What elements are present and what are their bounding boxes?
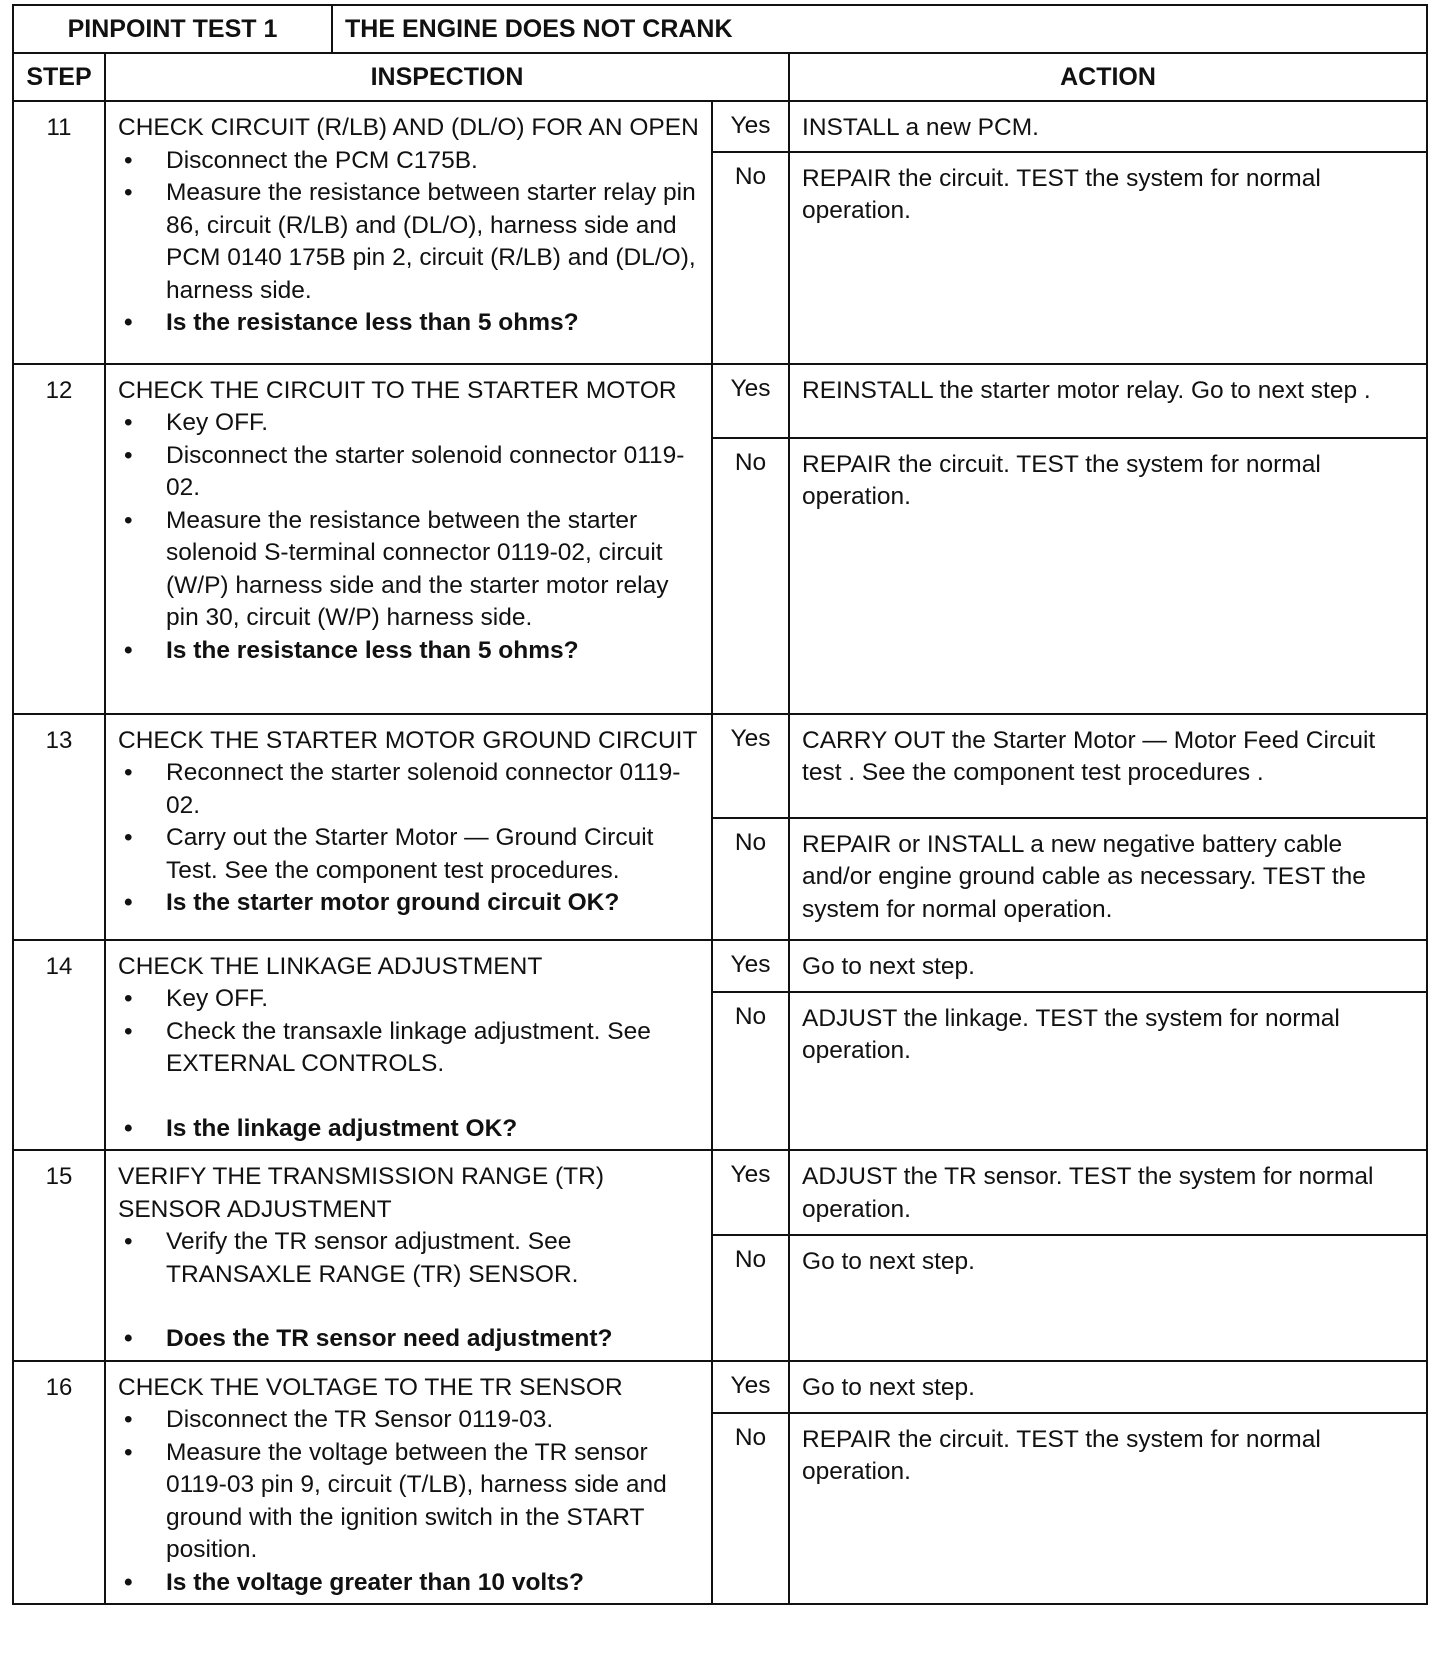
step-row [13, 940, 1427, 992]
no-action: REPAIR the circuit. TEST the system for normal operation. [789, 1413, 1427, 1604]
inspection-bullets [118, 407, 699, 667]
inspection-bullet: • Reconnect the starter solenoid connector 0119-02. [118, 757, 699, 822]
inspection-question: • Is the starter motor ground circuit OK? [118, 887, 699, 920]
inspection-bullet: • Disconnect the TR Sensor 0119-03. [118, 1404, 699, 1437]
inspection-question: • Is the linkage adjustment OK? [118, 1113, 699, 1146]
step-title: CHECK THE LINKAGE ADJUSTMENT [118, 952, 543, 980]
no-action: REPAIR the circuit. TEST the system for normal operation. [789, 438, 1427, 714]
test-id: PINPOINT TEST 1 [13, 5, 332, 53]
yes-action: ADJUST the TR sensor. TEST the system for normal operation. [789, 1150, 1427, 1235]
column-header-row [13, 53, 1427, 101]
no-action: REPAIR or INSTALL a new negative battery cable and/or engine ground cable as necessary. TEST the system for normal operation. [789, 818, 1427, 940]
no-action: REPAIR the circuit. TEST the system for normal operation. [789, 152, 1427, 364]
inspection-bullets [118, 145, 699, 340]
yes-action: CARRY OUT the Starter Motor — Motor Feed Circuit test . See the component test procedures . [789, 714, 1427, 818]
step-row [13, 101, 1427, 152]
inspection-bullets [118, 1226, 699, 1356]
pinpoint-test-document [12, 4, 1426, 1605]
no-action: ADJUST the linkage. TEST the system for normal operation. [789, 992, 1427, 1150]
yes-label: Yes [712, 1361, 789, 1413]
inspection-bullet: • Carry out the Starter Motor — Ground Circuit Test. See the component test procedures. [118, 822, 699, 887]
step-number: 12 [13, 364, 105, 714]
step-number: 14 [13, 940, 105, 1151]
inspection-bullets [118, 757, 699, 920]
inspection-cell [105, 1150, 712, 1361]
step-row [13, 1361, 1427, 1413]
yes-label: Yes [712, 714, 789, 818]
step-row [13, 364, 1427, 438]
inspection-bullet: • Key OFF. [118, 983, 699, 1016]
no-label: No [712, 152, 789, 364]
yes-action: Go to next step. [789, 940, 1427, 992]
no-label: No [712, 992, 789, 1150]
inspection-cell [105, 714, 712, 940]
step-row [13, 1150, 1427, 1235]
no-label: No [712, 1413, 789, 1604]
yes-action: Go to next step. [789, 1361, 1427, 1413]
step-title: CHECK THE STARTER MOTOR GROUND CIRCUIT [118, 726, 698, 754]
inspection-cell [105, 940, 712, 1151]
yes-label: Yes [712, 364, 789, 438]
pinpoint-test-table [12, 4, 1428, 1605]
test-title: THE ENGINE DOES NOT CRANK [332, 5, 1427, 53]
yes-label: Yes [712, 101, 789, 152]
inspection-cell [105, 364, 712, 714]
no-action: Go to next step. [789, 1235, 1427, 1360]
step-number: 13 [13, 714, 105, 940]
inspection-bullet: • Measure the resistance between starter relay pin 86, circuit (R/LB) and (DL/O), harness side and PCM 0140 175B pin 2, circuit (R/LB) and (DL/O), harness side. [118, 177, 699, 307]
step-number: 11 [13, 101, 105, 364]
yes-label: Yes [712, 1150, 789, 1235]
inspection-bullets [118, 1404, 699, 1599]
yes-label: Yes [712, 940, 789, 992]
step-number: 15 [13, 1150, 105, 1361]
step-number: 16 [13, 1361, 105, 1605]
inspection-bullets [118, 983, 699, 1145]
action-column-header: ACTION [789, 53, 1427, 101]
inspection-question: • Is the voltage greater than 10 volts? [118, 1567, 699, 1600]
yes-action: INSTALL a new PCM. [789, 101, 1427, 152]
inspection-cell [105, 1361, 712, 1605]
no-label: No [712, 1235, 789, 1360]
inspection-cell [105, 101, 712, 364]
no-label: No [712, 438, 789, 714]
step-title: CHECK THE VOLTAGE TO THE TR SENSOR [118, 1373, 623, 1401]
inspection-bullet: • Disconnect the PCM C175B. [118, 145, 699, 178]
step-title: VERIFY THE TRANSMISSION RANGE (TR) SENSOR ADJUSTMENT [118, 1163, 604, 1223]
step-row [13, 714, 1427, 818]
inspection-bullet: • Disconnect the starter solenoid connector 0119-02. [118, 440, 699, 505]
inspection-bullet: • Measure the voltage between the TR sensor 0119-03 pin 9, circuit (T/LB), harness side and ground with the ignition switch in the START position. [118, 1437, 699, 1567]
inspection-bullet: • Check the transaxle linkage adjustment. See EXTERNAL CONTROLS. [118, 1016, 699, 1081]
inspection-bullet: • Verify the TR sensor adjustment. See TRANSAXLE RANGE (TR) SENSOR. [118, 1226, 699, 1291]
no-label: No [712, 818, 789, 940]
test-title-row [13, 5, 1427, 53]
inspection-bullet: • Key OFF. [118, 407, 699, 440]
yes-action: REINSTALL the starter motor relay. Go to next step . [789, 364, 1427, 438]
inspection-question: • Is the resistance less than 5 ohms? [118, 307, 699, 340]
inspection-bullet: • Measure the resistance between the starter solenoid S-terminal connector 0119-02, circuit (W/P) harness side and the starter motor relay pin 30, circuit (W/P) harness side. [118, 505, 699, 635]
step-column-header: STEP [13, 53, 105, 101]
inspection-question: • Does the TR sensor need adjustment? [118, 1323, 699, 1356]
step-title: CHECK THE CIRCUIT TO THE STARTER MOTOR [118, 376, 677, 404]
step-title: CHECK CIRCUIT (R/LB) AND (DL/O) FOR AN OPEN [118, 114, 699, 141]
inspection-column-header: INSPECTION [105, 53, 789, 101]
inspection-question: • Is the resistance less than 5 ohms? [118, 635, 699, 668]
